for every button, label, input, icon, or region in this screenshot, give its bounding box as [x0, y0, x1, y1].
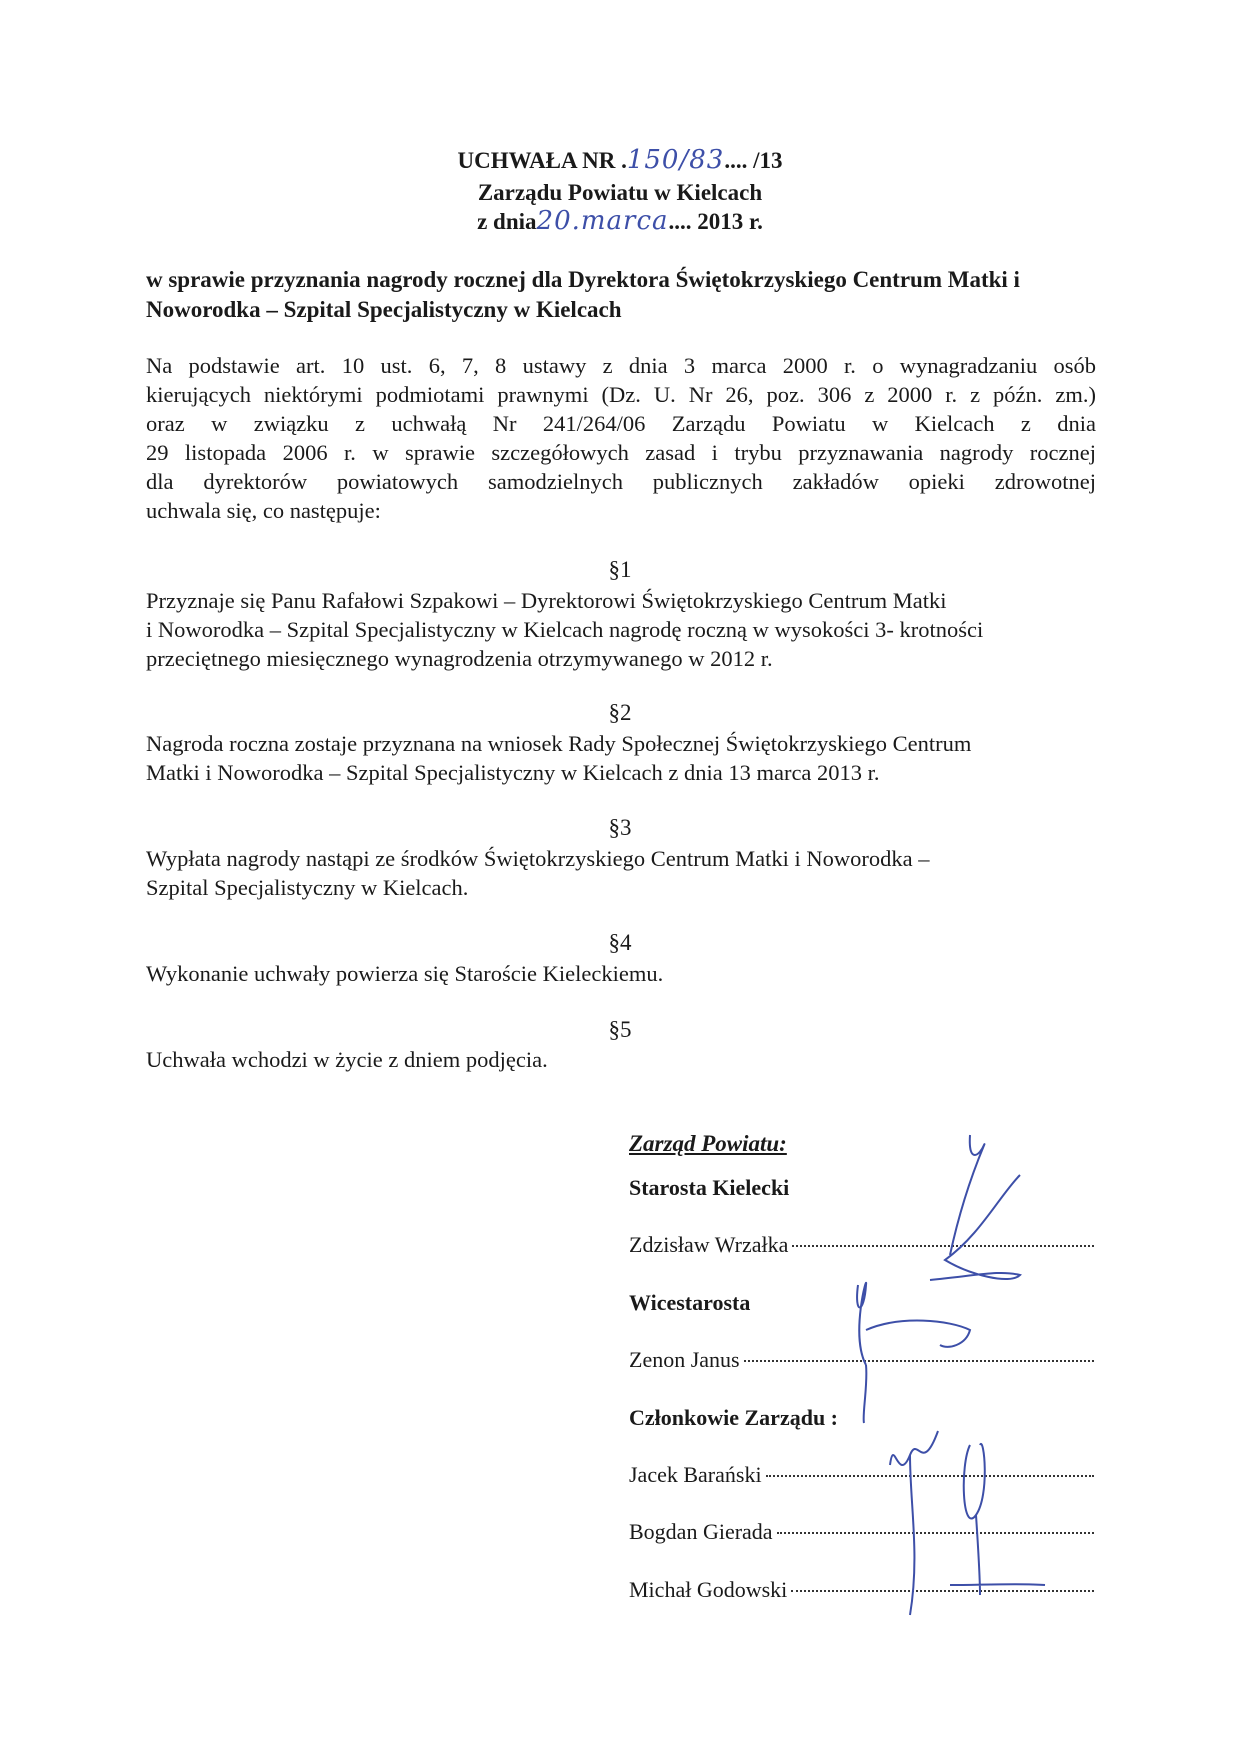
section-line: Wypłata nagrody nastąpi ze środków Świętokrzyskiego Centrum Matki i Noworodka – [146, 846, 930, 871]
member-1-name: Jacek Barański [629, 1462, 762, 1487]
section-4-text [146, 959, 1096, 988]
members-title: Członkowie Zarządu : [629, 1405, 838, 1430]
section-mark-2: §2 [608, 700, 632, 725]
basis-line: kierujących niektórymi podmiotami prawnymi (Dz. U. Nr 26, poz. 306 z 2000 r. z późn. zm.) [146, 382, 1096, 407]
basis-line: Na podstawie art. 10 ust. 6, 7, 8 ustawy z dnia 3 marca 2000 r. o wynagradzaniu osób [146, 353, 1096, 378]
resolution-number-handwritten: 150/83 [626, 145, 725, 175]
issuing-body: Zarządu Powiatu w Kielcach [477, 180, 763, 205]
date-handwritten: 20.marca [536, 206, 669, 236]
section-line: i Noworodka – Szpital Specjalistyczny w Kielcach nagrodę roczną w wysokości 3- krotności [146, 617, 984, 642]
basis-line: 29 listopada 2006 r. w sprawie szczegółowych zasad i trybu przyznawania nagrody rocznej [146, 440, 1096, 465]
section-1-text [146, 586, 1096, 673]
section-line: Wykonanie uchwały powierza się Staroście Kieleckiemu. [146, 961, 664, 986]
section-5-text [146, 1045, 1096, 1074]
board-heading: Zarząd Powiatu: [629, 1131, 787, 1156]
section-mark-1: §1 [608, 557, 632, 582]
date-suffix: 2013 r. [697, 209, 763, 234]
section-mark-4: §4 [608, 930, 632, 955]
starosta-handwritten-signature [910, 1125, 1050, 1295]
title-suffix: /13 [753, 148, 783, 173]
section-2-text [146, 729, 1096, 787]
wicestarosta-title: Wicestarosta [629, 1290, 751, 1315]
section-mark-5: §5 [608, 1017, 632, 1042]
section-line: Uchwała wchodzi w życie z dniem podjęcia. [146, 1047, 548, 1072]
basis-line: oraz w związku z uchwałą Nr 241/264/06 Zarządu Powiatu w Kielcach z dnia [146, 411, 1096, 436]
member-2-name: Bogdan Gierada [629, 1519, 773, 1544]
member-3-name: Michał Godowski [629, 1577, 788, 1602]
section-line: Szpital Specjalistyczny w Kielcach. [146, 875, 469, 900]
basis-line: dla dyrektorów powiatowych samodzielnych publicznych zakładów opieki zdrowotnej [146, 469, 1096, 494]
resolution-date: z dnia20.marca.... 2013 r. [477, 206, 763, 236]
section-line: Matki i Noworodka – Szpital Specjalistyczny w Kielcach z dnia 13 marca 2013 r. [146, 760, 880, 785]
section-mark-3: §3 [608, 815, 632, 840]
date-prefix: z dnia [477, 209, 537, 234]
section-3-text [146, 844, 1096, 902]
basis-line: uchwala się, co następuje: [146, 498, 381, 523]
section-line: Nagroda roczna zostaje przyznana na wniosek Rady Społecznej Świętokrzyskiego Centrum [146, 731, 972, 756]
section-line: przeciętnego miesięcznego wynagrodzenia otrzymywanego w 2012 r. [146, 646, 773, 671]
members-handwritten-signatures [880, 1425, 1050, 1625]
section-line: Przyznaje się Panu Rafałowi Szpakowi – Dyrektorowi Świętokrzyskiego Centrum Matki [146, 588, 947, 613]
wicestarosta-name: Zenon Janus [629, 1347, 740, 1372]
starosta-title: Starosta Kielecki [629, 1175, 790, 1200]
resolution-subject: w sprawie przyznania nagrody rocznej dla Dyrektora Świętokrzyskiego Centrum Matki i Noworodka – Szpital Specjalistyczny w Kielcach [146, 267, 1020, 322]
title-prefix: UCHWAŁA NR [457, 148, 616, 173]
legal-basis [146, 351, 1096, 525]
resolution-title: UCHWAŁA NR .150/83.... /13 [457, 145, 783, 175]
wicestarosta-handwritten-signature [840, 1275, 980, 1425]
starosta-name: Zdzisław Wrzałka [629, 1232, 789, 1257]
